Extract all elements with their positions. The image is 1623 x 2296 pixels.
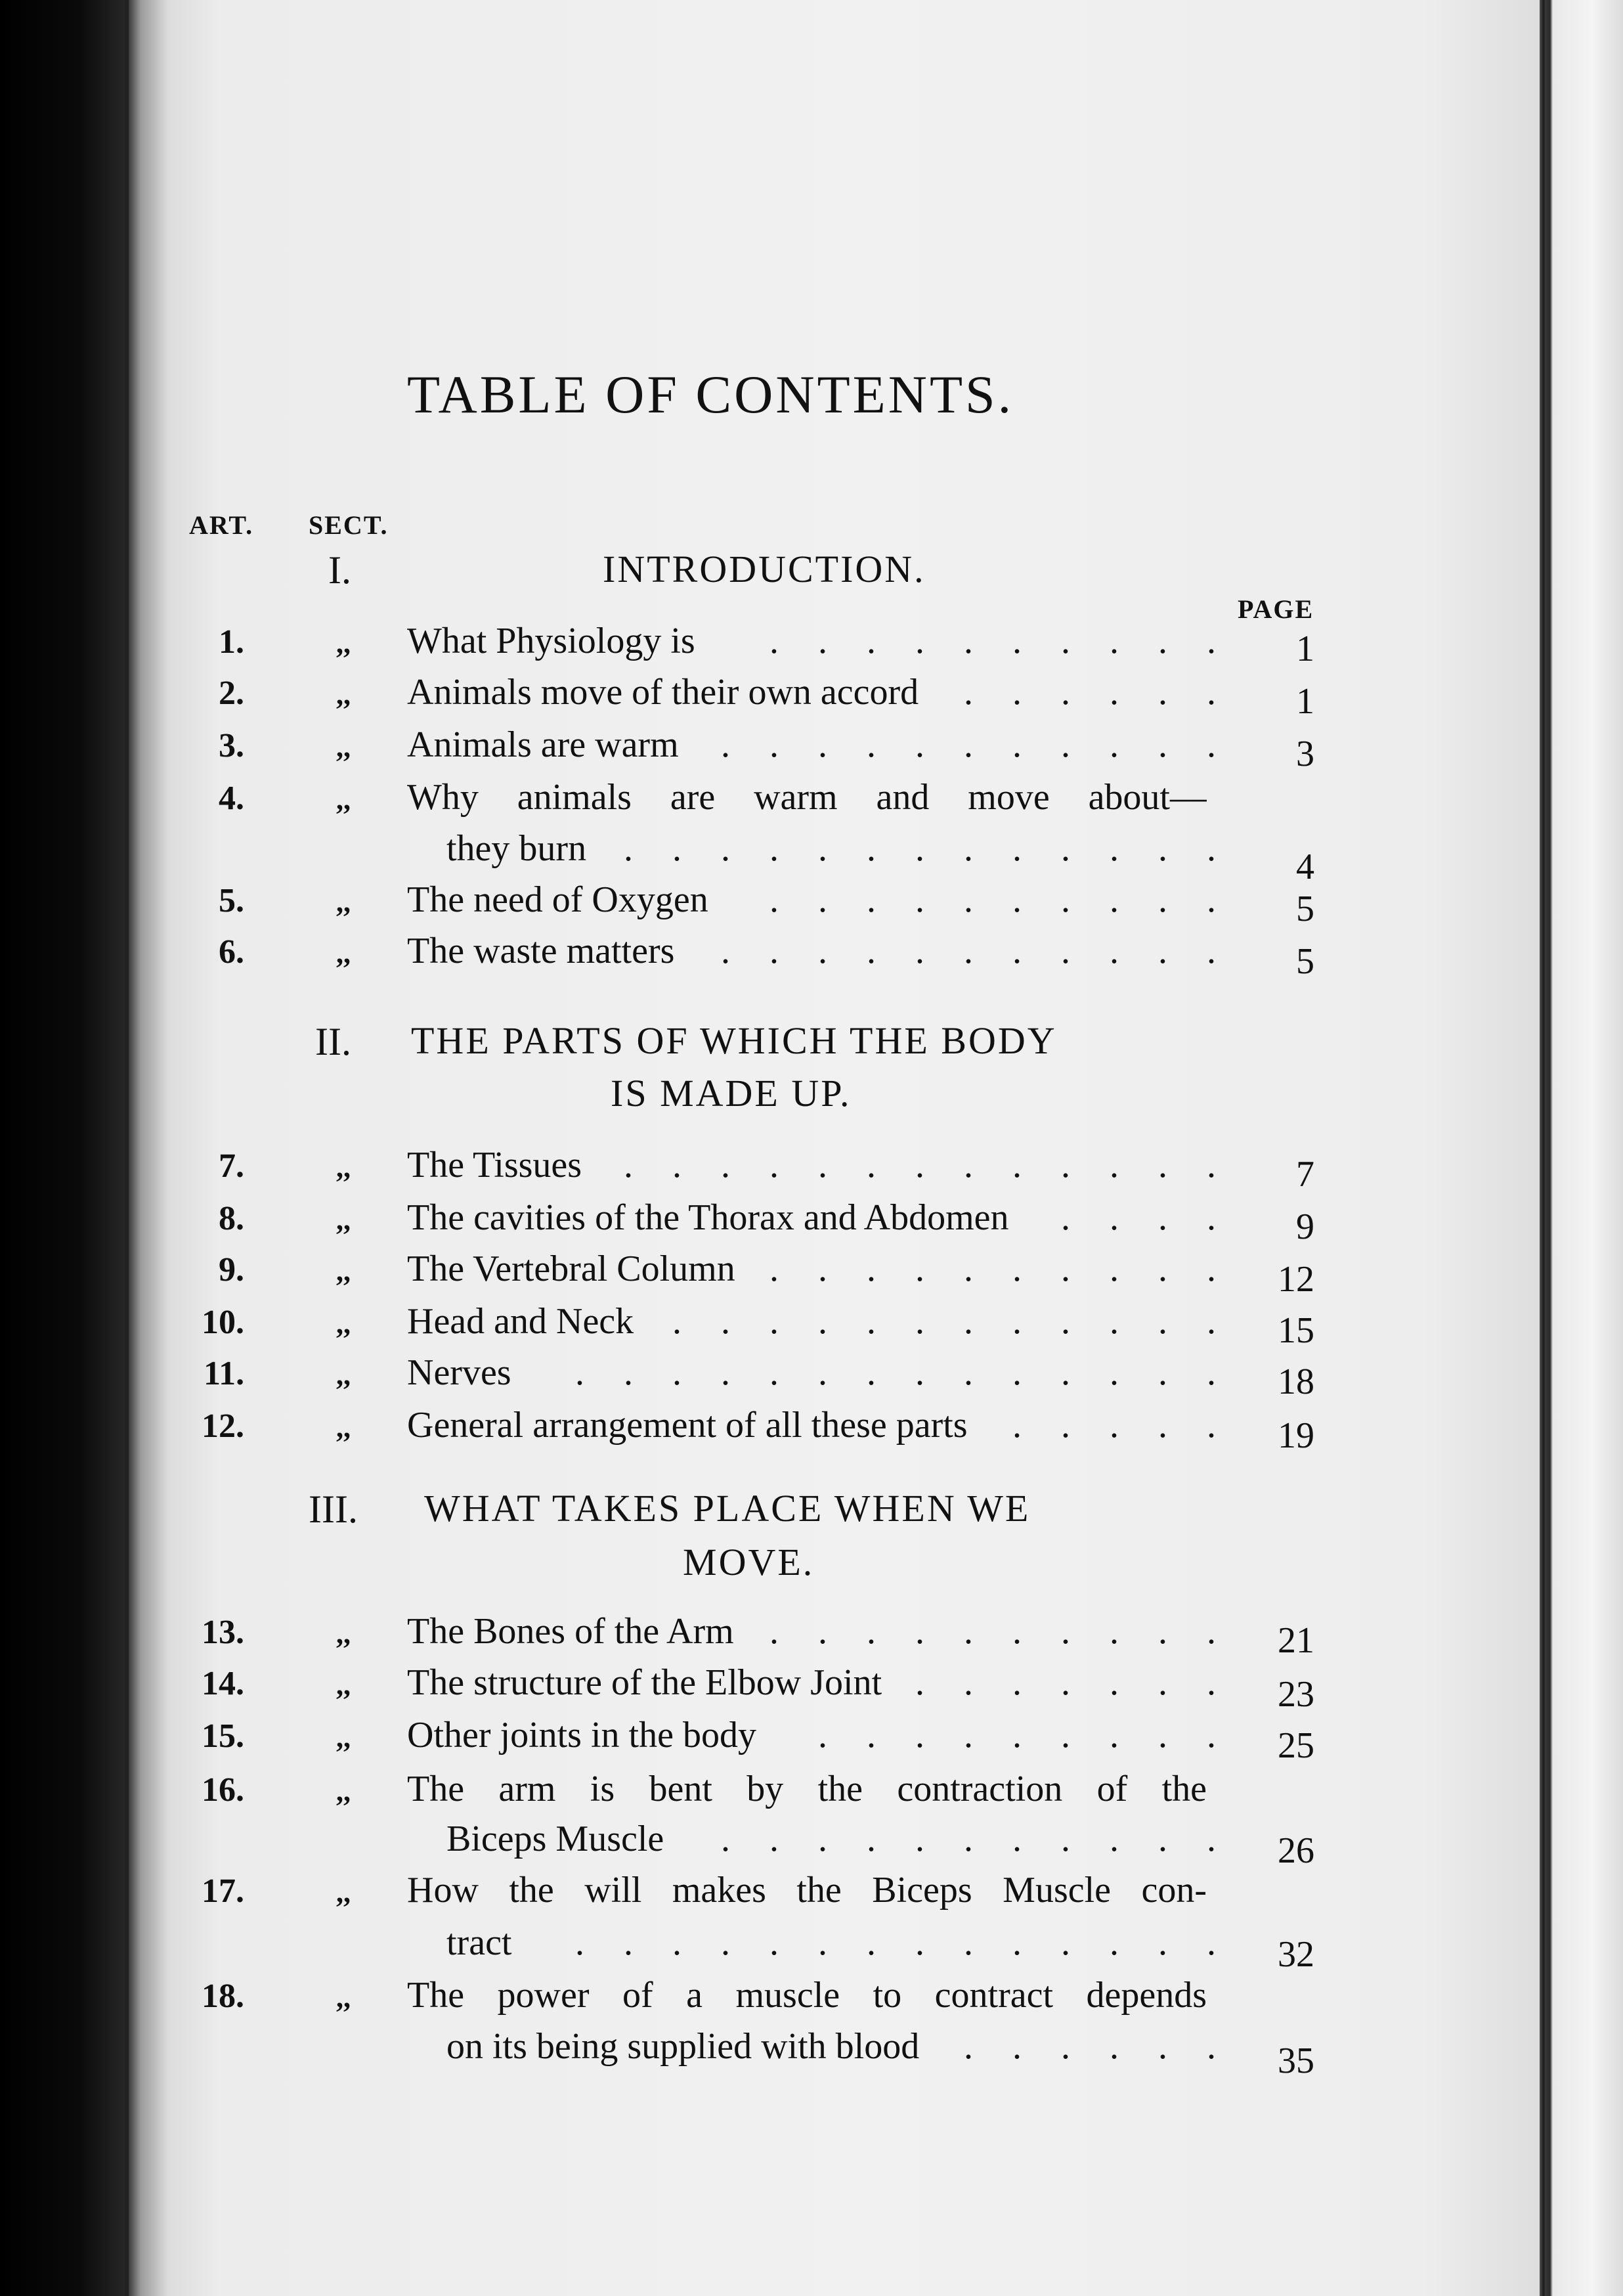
- leader-dot: .: [1158, 1819, 1167, 1859]
- leader-dot: .: [1061, 828, 1070, 869]
- leader-dot: .: [672, 1145, 682, 1185]
- page-number: 25: [1278, 1725, 1314, 1766]
- leader-dot: .: [1110, 1715, 1119, 1755]
- ditto-mark: ,,: [336, 1981, 351, 2014]
- leader-dot: .: [818, 724, 827, 765]
- page-number: 23: [1278, 1674, 1314, 1715]
- leader-dot: .: [1207, 828, 1216, 869]
- section-number: III.: [309, 1488, 358, 1531]
- page-number: 1: [1296, 629, 1314, 669]
- page-number: 15: [1278, 1310, 1314, 1351]
- leader-dot: .: [1110, 2026, 1119, 2067]
- leader-dot: .: [1110, 1197, 1119, 1238]
- leader-dot: .: [1012, 828, 1022, 869]
- entry-title: The arm is bent by the contraction of the: [407, 1771, 1207, 1809]
- page-number: 35: [1278, 2041, 1314, 2081]
- leader-dot: .: [867, 879, 876, 920]
- article-number: 11.: [204, 1355, 245, 1392]
- leader-dot: .: [1061, 1922, 1070, 1963]
- leader-dot: .: [769, 879, 779, 920]
- leader-dot: .: [867, 1922, 876, 1963]
- leader-dot: .: [769, 621, 779, 661]
- leader-dot: .: [721, 931, 730, 971]
- leader-dot: .: [1158, 621, 1167, 661]
- section-title: INTRODUCTION.: [603, 548, 926, 590]
- leader-dot: .: [867, 1145, 876, 1185]
- ditto-mark: ,,: [336, 1151, 351, 1183]
- leader-dot: .: [1012, 1301, 1022, 1342]
- article-number: 2.: [219, 674, 244, 712]
- ditto-mark: ,,: [336, 886, 351, 918]
- leader-dot: .: [1158, 724, 1167, 765]
- leader-dot: .: [964, 1715, 973, 1755]
- leader-dot: .: [721, 1145, 730, 1185]
- section-title: MOVE.: [683, 1541, 815, 1583]
- ditto-mark: ,,: [336, 1204, 351, 1236]
- leader-dot: .: [1012, 1145, 1022, 1185]
- article-number: 1.: [219, 623, 244, 661]
- leader-dot: .: [1012, 1715, 1022, 1755]
- art-column-header: ART.: [189, 510, 254, 540]
- leader-dot: .: [915, 879, 924, 920]
- leader-dot: .: [672, 1301, 682, 1342]
- leader-dot: .: [1061, 1248, 1070, 1289]
- leader-dot: .: [1061, 1352, 1070, 1393]
- page-number: 5: [1296, 941, 1314, 982]
- entry-title: The power of a muscle to contract depends: [407, 1977, 1207, 2016]
- leader-dot: .: [964, 1819, 973, 1859]
- leader-dot: .: [867, 1819, 876, 1859]
- section-number: II.: [315, 1020, 351, 1063]
- leader-dot: .: [1158, 879, 1167, 920]
- leader-dot: .: [624, 828, 633, 869]
- leader-dot: .: [915, 1922, 924, 1963]
- leader-dot: .: [1110, 1248, 1119, 1289]
- leader-dot: .: [1110, 1301, 1119, 1342]
- leader-dot: .: [1110, 1145, 1119, 1185]
- leader-dot: .: [915, 828, 924, 869]
- leader-dot: .: [1207, 2026, 1216, 2067]
- leader-dot: .: [818, 1352, 827, 1393]
- entry-title: The Vertebral Column: [407, 1248, 735, 1289]
- leader-dot: .: [1207, 931, 1216, 971]
- leader-dot: .: [964, 931, 973, 971]
- leader-dot: .: [721, 1922, 730, 1963]
- leader-dot: .: [964, 828, 973, 869]
- leader-dot: .: [867, 1301, 876, 1342]
- leader-dot: .: [1110, 1662, 1119, 1703]
- leader-dot: .: [867, 621, 876, 661]
- leader-dot: .: [1158, 1248, 1167, 1289]
- leader-dot: .: [867, 724, 876, 765]
- article-number: 16.: [202, 1771, 244, 1809]
- leader-dot: .: [1061, 879, 1070, 920]
- leader-dot: .: [1012, 1405, 1022, 1446]
- leader-dot: .: [1012, 1819, 1022, 1859]
- article-number: 10.: [202, 1304, 244, 1341]
- leader-dot: .: [1207, 1611, 1216, 1652]
- page-number: 4: [1296, 847, 1314, 887]
- ditto-mark: ,,: [336, 678, 351, 711]
- leader-dot: .: [915, 1145, 924, 1185]
- section-title: WHAT TAKES PLACE WHEN WE: [424, 1487, 1031, 1530]
- article-number: 5.: [219, 882, 244, 919]
- leader-dot: .: [1207, 1301, 1216, 1342]
- leader-dot: .: [1207, 672, 1216, 713]
- leader-dot: .: [915, 1248, 924, 1289]
- section-title: THE PARTS OF WHICH THE BODY: [411, 1019, 1057, 1062]
- page-column-header: PAGE: [1238, 594, 1314, 624]
- leader-dot: .: [867, 1715, 876, 1755]
- leader-dot: .: [1061, 1301, 1070, 1342]
- entry-title: Why animals are warm and move about—: [407, 779, 1207, 818]
- leader-dot: .: [1012, 931, 1022, 971]
- leader-dot: .: [1207, 879, 1216, 920]
- leader-dot: .: [1207, 1715, 1216, 1755]
- leader-dot: .: [915, 931, 924, 971]
- leader-dot: .: [1158, 1352, 1167, 1393]
- page-number: 12: [1278, 1259, 1314, 1300]
- leader-dot: .: [1061, 1611, 1070, 1652]
- article-number: 9.: [219, 1251, 244, 1289]
- leader-dot: .: [769, 1352, 779, 1393]
- article-number: 14.: [202, 1665, 244, 1702]
- leader-dot: .: [1012, 879, 1022, 920]
- leader-dot: .: [915, 1819, 924, 1859]
- leader-dot: .: [867, 1352, 876, 1393]
- leader-dot: .: [1061, 1715, 1070, 1755]
- leader-dot: .: [1110, 1922, 1119, 1963]
- leader-dot: .: [1012, 724, 1022, 765]
- entry-title: The Tissues: [407, 1145, 582, 1185]
- page-number: 5: [1296, 889, 1314, 929]
- leader-dot: .: [624, 1922, 633, 1963]
- leader-dot: .: [964, 1145, 973, 1185]
- leader-dot: .: [818, 879, 827, 920]
- ditto-mark: ,,: [336, 1255, 351, 1287]
- leader-dot: .: [964, 672, 973, 713]
- leader-dot: .: [915, 724, 924, 765]
- page-number: 7: [1296, 1154, 1314, 1195]
- leader-dot: .: [1061, 1405, 1070, 1446]
- leader-dot: .: [1207, 1352, 1216, 1393]
- leader-dot: .: [818, 1922, 827, 1963]
- leader-dot: .: [915, 621, 924, 661]
- leader-dot: .: [1207, 1248, 1216, 1289]
- leader-dot: .: [964, 1611, 973, 1652]
- leader-dot: .: [867, 828, 876, 869]
- entry-title: The cavities of the Thorax and Abdomen: [407, 1197, 1009, 1238]
- leader-dot: .: [818, 1611, 827, 1652]
- leader-dot: .: [1158, 1922, 1167, 1963]
- leader-dot: .: [721, 1819, 730, 1859]
- entry-title: Biceps Muscle: [446, 1819, 664, 1859]
- leader-dot: .: [867, 1248, 876, 1289]
- leader-dot: .: [1061, 621, 1070, 661]
- leader-dot: .: [1158, 2026, 1167, 2067]
- ditto-mark: ,,: [336, 731, 351, 763]
- leader-dot: .: [964, 1248, 973, 1289]
- leader-dot: .: [1012, 621, 1022, 661]
- leader-dot: .: [769, 724, 779, 765]
- entry-title: General arrangement of all these parts: [407, 1405, 968, 1446]
- article-number: 8.: [219, 1200, 244, 1237]
- leader-dot: .: [672, 1352, 682, 1393]
- leader-dot: .: [1012, 1662, 1022, 1703]
- leader-dot: .: [1207, 1197, 1216, 1238]
- entry-title: The Bones of the Arm: [407, 1611, 734, 1652]
- ditto-mark: ,,: [336, 1308, 351, 1340]
- leader-dot: .: [1158, 931, 1167, 971]
- ditto-mark: ,,: [336, 937, 351, 969]
- leader-dot: .: [1061, 1145, 1070, 1185]
- leader-dot: .: [624, 1145, 633, 1185]
- leader-dot: .: [915, 1715, 924, 1755]
- leader-dot: .: [1012, 1352, 1022, 1393]
- leader-dot: .: [1110, 1405, 1119, 1446]
- page-number: 26: [1278, 1830, 1314, 1871]
- article-number: 13.: [202, 1614, 244, 1651]
- entry-title: Head and Neck: [407, 1301, 634, 1342]
- leader-dot: .: [1207, 1145, 1216, 1185]
- leader-dot: .: [769, 1301, 779, 1342]
- leader-dot: .: [1012, 1248, 1022, 1289]
- leader-dot: .: [964, 1922, 973, 1963]
- leader-dot: .: [769, 1819, 779, 1859]
- leader-dot: .: [1158, 1301, 1167, 1342]
- leader-dot: .: [672, 828, 682, 869]
- leader-dot: .: [1012, 1611, 1022, 1652]
- page-number: 1: [1296, 681, 1314, 722]
- leader-dot: .: [964, 621, 973, 661]
- entry-title: Animals are warm: [407, 724, 679, 765]
- leader-dot: .: [1207, 621, 1216, 661]
- leader-dot: .: [1061, 1819, 1070, 1859]
- leader-dot: .: [964, 1301, 973, 1342]
- leader-dot: .: [769, 931, 779, 971]
- leader-dot: .: [964, 1662, 973, 1703]
- leader-dot: .: [818, 1819, 827, 1859]
- leader-dot: .: [1158, 1662, 1167, 1703]
- leader-dot: .: [575, 1352, 584, 1393]
- page-number: 32: [1278, 1934, 1314, 1975]
- leader-dot: .: [1110, 621, 1119, 661]
- article-number: 6.: [219, 933, 244, 971]
- leader-dot: .: [1110, 931, 1119, 971]
- entry-title: they burn: [446, 828, 587, 869]
- leader-dot: .: [1207, 724, 1216, 765]
- leader-dot: .: [1061, 2026, 1070, 2067]
- leader-dot: .: [1012, 672, 1022, 713]
- leader-dot: .: [867, 1611, 876, 1652]
- ditto-mark: ,,: [336, 1411, 351, 1444]
- leader-dot: .: [915, 1352, 924, 1393]
- leader-dot: .: [1110, 724, 1119, 765]
- leader-dot: .: [915, 1301, 924, 1342]
- leader-dot: .: [1061, 724, 1070, 765]
- leader-dot: .: [1110, 1819, 1119, 1859]
- leader-dot: .: [818, 621, 827, 661]
- leader-dot: .: [721, 1301, 730, 1342]
- article-number: 3.: [219, 727, 244, 764]
- entry-title: Animals move of their own accord: [407, 672, 919, 713]
- leader-dot: .: [818, 1248, 827, 1289]
- leader-dot: .: [1158, 1715, 1167, 1755]
- leader-dot: .: [964, 879, 973, 920]
- leader-dot: .: [818, 931, 827, 971]
- ditto-mark: ,,: [336, 1775, 351, 1807]
- leader-dot: .: [769, 1611, 779, 1652]
- leader-dot: .: [769, 1145, 779, 1185]
- leader-dot: .: [769, 1922, 779, 1963]
- ditto-mark: ,,: [336, 1669, 351, 1701]
- leader-dot: .: [1158, 1611, 1167, 1652]
- leader-dot: .: [1061, 1662, 1070, 1703]
- sect-column-header: SECT.: [309, 510, 389, 540]
- leader-dot: .: [1158, 1145, 1167, 1185]
- article-number: 12.: [202, 1407, 244, 1445]
- leader-dot: .: [769, 828, 779, 869]
- entry-title: on its being supplied with blood: [446, 2026, 920, 2067]
- leader-dot: .: [1158, 672, 1167, 713]
- entry-title: Other joints in the body: [407, 1715, 756, 1755]
- leader-dot: .: [769, 1248, 779, 1289]
- leader-dot: .: [721, 1352, 730, 1393]
- page-number: 21: [1278, 1620, 1314, 1661]
- leader-dot: .: [1158, 1197, 1167, 1238]
- page-number: 19: [1278, 1415, 1314, 1456]
- leader-dot: .: [1110, 1352, 1119, 1393]
- page-number: 9: [1296, 1206, 1314, 1247]
- leader-dot: .: [1207, 1922, 1216, 1963]
- entry-title: What Physiology is: [407, 621, 695, 661]
- ditto-mark: ,,: [336, 784, 351, 816]
- leader-dot: .: [1061, 1197, 1070, 1238]
- entry-title: The structure of the Elbow Joint: [407, 1662, 882, 1703]
- entry-title: Nerves: [407, 1352, 511, 1393]
- leader-dot: .: [915, 1662, 924, 1703]
- leader-dot: .: [1110, 879, 1119, 920]
- leader-dot: .: [818, 1715, 827, 1755]
- page-number: 18: [1278, 1361, 1314, 1402]
- leader-dot: .: [964, 1352, 973, 1393]
- leader-dot: .: [1012, 2026, 1022, 2067]
- leader-dot: .: [1110, 828, 1119, 869]
- leader-dot: .: [1012, 1922, 1022, 1963]
- ditto-mark: ,,: [336, 1721, 351, 1754]
- leader-dot: .: [818, 1301, 827, 1342]
- entry-title: How the will makes the Biceps Muscle con-: [407, 1872, 1207, 1910]
- article-number: 15.: [202, 1717, 244, 1755]
- entry-title: The need of Oxygen: [407, 879, 708, 920]
- leader-dot: .: [721, 724, 730, 765]
- leader-dot: .: [818, 828, 827, 869]
- section-number: I.: [328, 548, 351, 592]
- leader-dot: .: [818, 1145, 827, 1185]
- leader-dot: .: [964, 724, 973, 765]
- ditto-mark: ,,: [336, 627, 351, 659]
- leader-dot: .: [1207, 1662, 1216, 1703]
- entry-title: tract: [446, 1922, 512, 1963]
- leader-dot: .: [1158, 1405, 1167, 1446]
- leader-dot: .: [1207, 1819, 1216, 1859]
- page-number: 3: [1296, 734, 1314, 774]
- leader-dot: .: [1110, 672, 1119, 713]
- leader-dot: .: [1061, 672, 1070, 713]
- leader-dot: .: [1110, 1611, 1119, 1652]
- leader-dot: .: [1207, 1405, 1216, 1446]
- section-title: IS MADE UP.: [611, 1072, 852, 1115]
- leader-dot: .: [672, 1922, 682, 1963]
- article-number: 17.: [202, 1872, 244, 1910]
- entry-title: The waste matters: [407, 931, 675, 971]
- article-number: 18.: [202, 1977, 244, 2015]
- leader-dot: .: [624, 1352, 633, 1393]
- leader-dot: .: [1061, 931, 1070, 971]
- leader-dot: .: [575, 1922, 584, 1963]
- ditto-mark: ,,: [336, 1876, 351, 1909]
- ditto-mark: ,,: [336, 1359, 351, 1391]
- article-number: 7.: [219, 1147, 244, 1185]
- leader-dot: .: [915, 1611, 924, 1652]
- leader-dot: .: [867, 931, 876, 971]
- leader-dot: .: [964, 2026, 973, 2067]
- ditto-mark: ,,: [336, 1618, 351, 1650]
- page-title: TABLE OF CONTENTS.: [407, 364, 1014, 424]
- leader-dot: .: [721, 828, 730, 869]
- article-number: 4.: [219, 780, 244, 817]
- leader-dot: .: [1158, 828, 1167, 869]
